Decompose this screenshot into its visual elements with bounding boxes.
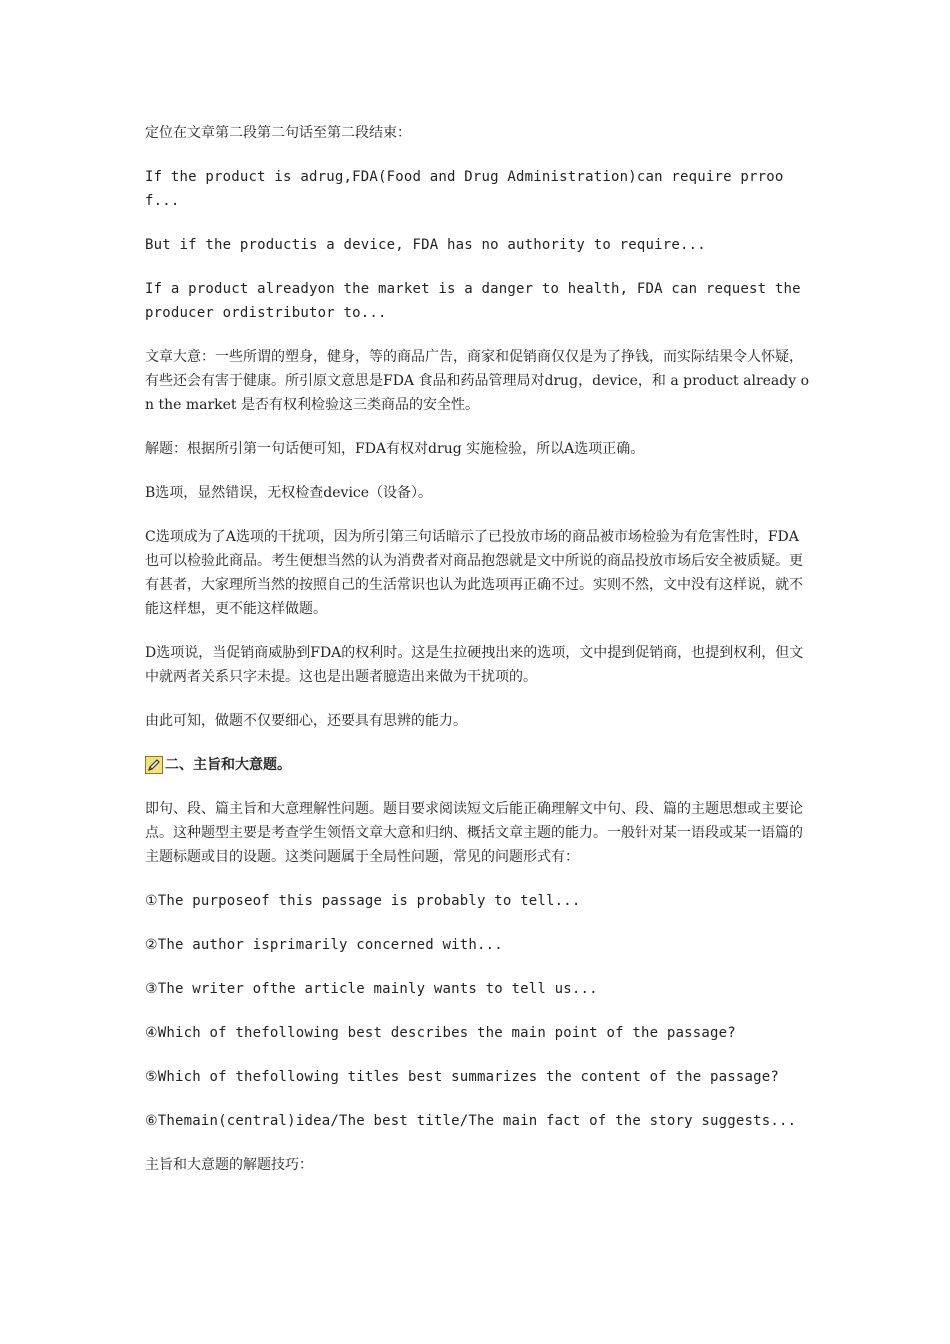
question-form-1: ①The purposeof this passage is probably to tell... bbox=[145, 893, 581, 909]
question-form-4: ④Which of thefollowing best describes the main point of the passage? bbox=[145, 1025, 736, 1041]
question-form-3: ③The writer ofthe article mainly wants to tell us... bbox=[145, 981, 598, 997]
question-form-6: ⑥Themain(central)idea/The best title/The main fact of the story suggests... bbox=[145, 1113, 797, 1129]
solution-a: 解题：根据所引第一句话便可知，FDA有权对drug 实施检验，所以A选项正确。 bbox=[145, 441, 645, 457]
option-c-analysis: C选项成为了A选项的干扰项，因为所引第三句话暗示了已投放市场的商品被市场检验为有危害性时，FDA也可以检验此商品。考生便想当然的认为消费者对商品抱怨就是文中所说的商品投放市场后安全被质疑。更有甚者，大家理所当然的按照自己的生活常识也认为此选项再正确不过。实则不然，文中没有这样说，就不能这样想，更不能这样做题。 bbox=[145, 529, 803, 617]
option-b-analysis: B选项，显然错误，无权检查device（设备）。 bbox=[145, 485, 433, 501]
question-form-2: ②The author isprimarily concerned with... bbox=[145, 937, 503, 953]
techniques-label: 主旨和大意题的解题技巧： bbox=[145, 1157, 313, 1173]
section-intro: 即句、段、篇主旨和大意理解性问题。题目要求阅读短文后能正确理解文中句、段、篇的主题思想或主要论点。这种题型主要是考查学生领悟文章大意和归纳、概括文章主题的能力。一般针对某一语段或某一语篇的主题标题或目的设题。这类问题属于全局性问题，常见的问题形式有： bbox=[145, 801, 803, 865]
quote-sentence-2: But if the productis a device, FDA has no authority to require... bbox=[145, 237, 706, 253]
quote-sentence-3: If a product alreadyon the market is a danger to health, FDA can request the producer ordistributor to... bbox=[145, 281, 801, 321]
article-summary: 文章大意：一些所谓的塑身，健身，等的商品广告，商家和促销商仅仅是为了挣钱，而实际结果令人怀疑，有些还会有害于健康。所引原文意思是FDA 食品和药品管理局对drug，device，和 a product already on the market 是否有权利检验这三类商品的安全性。 bbox=[145, 349, 810, 413]
quote-sentence-1: If the product is adrug,FDA(Food and Drug Administration)can require prroof... bbox=[145, 169, 784, 209]
conclusion: 由此可知，做题不仅要细心，还要具有思辨的能力。 bbox=[145, 713, 467, 729]
document-page bbox=[145, 121, 810, 1197]
section-heading bbox=[145, 753, 810, 777]
question-form-5: ⑤Which of thefollowing titles best summarizes the content of the passage? bbox=[145, 1069, 780, 1085]
option-d-analysis: D选项说，当促销商威胁到FDA的权利时。这是生拉硬拽出来的选项，文中提到促销商，也提到权利，但文中就两者关系只字未提。这也是出题者臆造出来做为干扰项的。 bbox=[145, 645, 804, 685]
section-heading-text: 二、主旨和大意题。 bbox=[165, 757, 291, 773]
pencil-note-icon bbox=[145, 756, 163, 774]
location-note: 定位在文章第二段第二句话至第二段结束： bbox=[145, 125, 411, 141]
